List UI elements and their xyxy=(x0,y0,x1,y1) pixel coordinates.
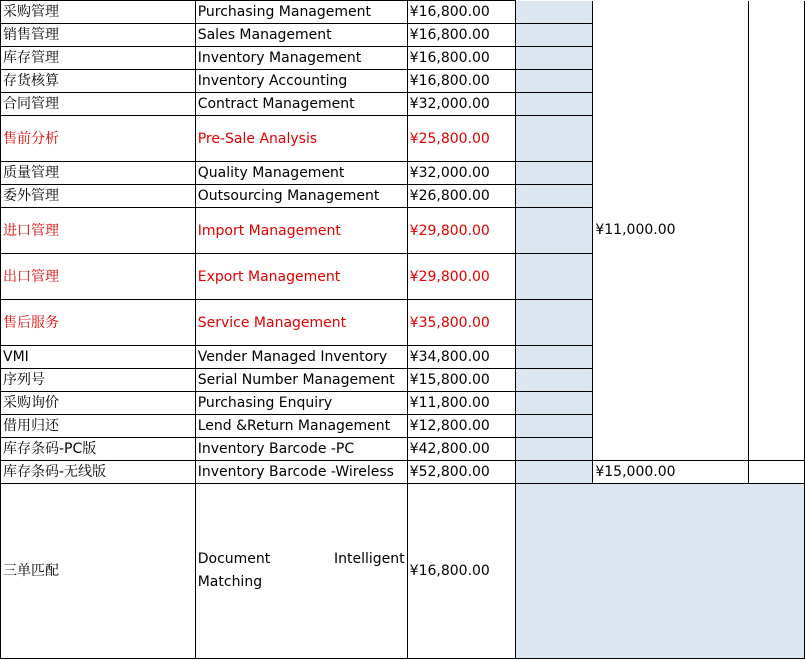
module-price: ¥32,000.00 xyxy=(407,93,515,116)
module-en-name: Service Management xyxy=(195,300,407,346)
module-en-name: Export Management xyxy=(195,254,407,300)
module-cn-name: 质量管理 xyxy=(1,162,196,185)
module-cn-name: 序列号 xyxy=(1,369,196,392)
module-price: ¥52,800.00 xyxy=(407,461,515,484)
module-cn-name: 存货核算 xyxy=(1,70,196,93)
blank-cell xyxy=(515,47,593,70)
module-cn-name: 库存条码-PC版 xyxy=(1,438,196,461)
module-en-name: Purchasing Enquiry xyxy=(195,392,407,415)
module-en-name: Inventory Barcode -Wireless xyxy=(195,461,407,484)
module-cn-name: 进口管理 xyxy=(1,208,196,254)
module-en-name: Pre-Sale Analysis xyxy=(195,116,407,162)
module-price: ¥16,800.00 xyxy=(407,47,515,70)
module-price: ¥16,800.00 xyxy=(407,24,515,47)
module-cn-name: VMI xyxy=(1,346,196,369)
blank-cell xyxy=(515,484,804,659)
module-en-name: Outsourcing Management xyxy=(195,185,407,208)
module-cn-name: 委外管理 xyxy=(1,185,196,208)
blank-cell xyxy=(749,1,805,461)
module-en-name: Sales Management xyxy=(195,24,407,47)
module-cn-name: 三单匹配 xyxy=(1,484,196,659)
module-en-name: Purchasing Management xyxy=(195,1,407,24)
blank-cell xyxy=(515,24,593,47)
module-en-name: Quality Management xyxy=(195,162,407,185)
module-price: ¥26,800.00 xyxy=(407,185,515,208)
blank-cell xyxy=(515,461,593,484)
blank-cell xyxy=(515,415,593,438)
module-en-name: Inventory Management xyxy=(195,47,407,70)
blank-cell xyxy=(515,300,593,346)
blank-cell xyxy=(749,461,805,484)
module-en-name: Vender Managed Inventory xyxy=(195,346,407,369)
module-cn-name: 采购询价 xyxy=(1,392,196,415)
module-price: ¥12,800.00 xyxy=(407,415,515,438)
blank-cell xyxy=(515,392,593,415)
module-cn-name: 售后服务 xyxy=(1,300,196,346)
module-price: ¥16,800.00 xyxy=(407,484,515,659)
table-row xyxy=(1,461,805,484)
blank-cell xyxy=(515,254,593,300)
blank-cell xyxy=(515,185,593,208)
blank-cell xyxy=(515,438,593,461)
table-row xyxy=(1,1,805,24)
module-cn-name: 库存条码-无线版 xyxy=(1,461,196,484)
module-price: ¥35,800.00 xyxy=(407,300,515,346)
module-cn-name: 合同管理 xyxy=(1,93,196,116)
blank-cell xyxy=(515,116,593,162)
module-en-name: Lend &Return Management xyxy=(195,415,407,438)
module-cn-name: 销售管理 xyxy=(1,24,196,47)
module-en-name: Serial Number Management xyxy=(195,369,407,392)
table-row xyxy=(1,484,805,659)
module-price: ¥34,800.00 xyxy=(407,346,515,369)
wireless-service-fee: ¥15,000.00 xyxy=(593,461,749,484)
module-cn-name: 出口管理 xyxy=(1,254,196,300)
module-en-name: Document Intelligent Matching xyxy=(195,484,407,659)
blank-cell xyxy=(515,93,593,116)
module-en-name: Import Management xyxy=(195,208,407,254)
module-cn-name: 采购管理 xyxy=(1,1,196,24)
module-price: ¥16,800.00 xyxy=(407,1,515,24)
blank-cell xyxy=(515,346,593,369)
module-price: ¥25,800.00 xyxy=(407,116,515,162)
module-en-name: Inventory Barcode -PC xyxy=(195,438,407,461)
module-price: ¥32,000.00 xyxy=(407,162,515,185)
module-price: ¥29,800.00 xyxy=(407,208,515,254)
blank-cell xyxy=(515,162,593,185)
module-en-name: Contract Management xyxy=(195,93,407,116)
blank-cell xyxy=(515,369,593,392)
module-price: ¥42,800.00 xyxy=(407,438,515,461)
module-cn-name: 借用归还 xyxy=(1,415,196,438)
blank-cell xyxy=(515,1,593,24)
merged-service-fee: ¥11,000.00 xyxy=(593,1,749,461)
module-en-name: Inventory Accounting xyxy=(195,70,407,93)
module-cn-name: 库存管理 xyxy=(1,47,196,70)
module-cn-name: 售前分析 xyxy=(1,116,196,162)
module-price: ¥15,800.00 xyxy=(407,369,515,392)
module-price: ¥11,800.00 xyxy=(407,392,515,415)
blank-cell xyxy=(515,70,593,93)
module-price: ¥29,800.00 xyxy=(407,254,515,300)
blank-cell xyxy=(515,208,593,254)
module-price: ¥16,800.00 xyxy=(407,70,515,93)
